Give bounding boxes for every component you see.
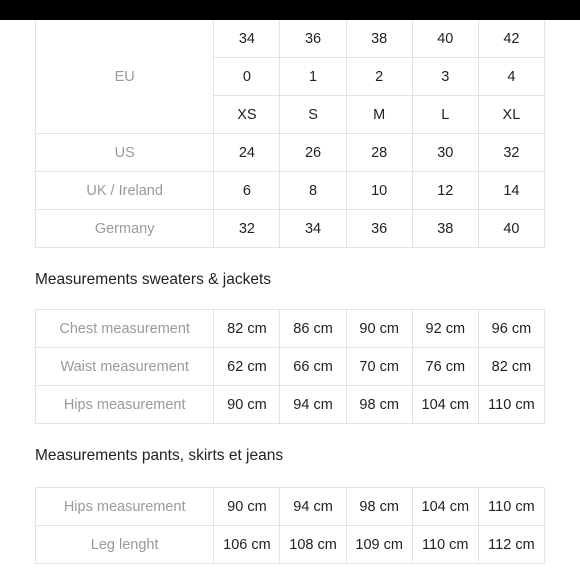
- table-cell: 4: [478, 58, 544, 96]
- table-cell: 36: [346, 210, 412, 248]
- table-cell: 36: [280, 20, 346, 58]
- table-cell: 66 cm: [280, 348, 346, 386]
- table-cell: 98 cm: [346, 386, 412, 424]
- table-cell: 90 cm: [346, 310, 412, 348]
- table-row: [36, 20, 545, 58]
- table-cell: XL: [478, 96, 544, 134]
- table-cell: 110 cm: [412, 526, 478, 564]
- table-cell: S: [280, 96, 346, 134]
- size-guide: [35, 20, 545, 564]
- table-cell: 30: [412, 134, 478, 172]
- table-cell: 106 cm: [214, 526, 280, 564]
- table-row: [36, 310, 545, 348]
- table-cell: 28: [346, 134, 412, 172]
- table-cell: 24: [214, 134, 280, 172]
- table-cell: 38: [412, 210, 478, 248]
- row-label-germany: Germany: [36, 210, 214, 248]
- table-row: [36, 134, 545, 172]
- table-cell: 94 cm: [280, 386, 346, 424]
- table-cell: 104 cm: [412, 488, 478, 526]
- table-cell: 82 cm: [214, 310, 280, 348]
- row-label-leg-length: Leg lenght: [36, 526, 214, 564]
- row-label-chest: Chest measurement: [36, 310, 214, 348]
- row-label-uk-ireland: UK / Ireland: [36, 172, 214, 210]
- table-row: [36, 210, 545, 248]
- table-cell: 3: [412, 58, 478, 96]
- table-cell: 38: [346, 20, 412, 58]
- table-cell: 98 cm: [346, 488, 412, 526]
- section-heading-pants: Measurements pants, skirts et jeans: [35, 447, 284, 464]
- table-cell: L: [412, 96, 478, 134]
- table-cell: 40: [412, 20, 478, 58]
- table-row: [36, 488, 545, 526]
- table-cell: 8: [280, 172, 346, 210]
- row-label-eu: EU: [36, 20, 214, 134]
- table-cell: 26: [280, 134, 346, 172]
- table-cell: 34: [214, 20, 280, 58]
- table-cell: 1: [280, 58, 346, 96]
- table-cell: 32: [478, 134, 544, 172]
- table-cell: 70 cm: [346, 348, 412, 386]
- table-cell: 14: [478, 172, 544, 210]
- table-row: [36, 172, 545, 210]
- size-conversion-table: [35, 20, 545, 248]
- table-cell: 6: [214, 172, 280, 210]
- table-cell: 62 cm: [214, 348, 280, 386]
- table-cell: 112 cm: [478, 526, 544, 564]
- table-cell: 110 cm: [478, 386, 544, 424]
- table-cell: 104 cm: [412, 386, 478, 424]
- row-label-hips: Hips measurement: [36, 488, 214, 526]
- table-row: [36, 526, 545, 564]
- sweaters-measurements-table: [35, 309, 545, 424]
- pants-measurements-table: [35, 487, 545, 564]
- section-heading-sweaters: Measurements sweaters & jackets: [35, 271, 272, 288]
- table-cell: 110 cm: [478, 488, 544, 526]
- table-cell: 42: [478, 20, 544, 58]
- table-cell: 34: [280, 210, 346, 248]
- row-label-us: US: [36, 134, 214, 172]
- table-cell: M: [346, 96, 412, 134]
- table-cell: 92 cm: [412, 310, 478, 348]
- table-cell: 86 cm: [280, 310, 346, 348]
- table-row: [36, 386, 545, 424]
- table-cell: 82 cm: [478, 348, 544, 386]
- table-cell: XS: [214, 96, 280, 134]
- row-label-waist: Waist measurement: [36, 348, 214, 386]
- table-cell: 90 cm: [214, 386, 280, 424]
- table-cell: 108 cm: [280, 526, 346, 564]
- table-cell: 96 cm: [478, 310, 544, 348]
- table-cell: 76 cm: [412, 348, 478, 386]
- table-cell: 94 cm: [280, 488, 346, 526]
- table-cell: 109 cm: [346, 526, 412, 564]
- table-cell: 2: [346, 58, 412, 96]
- table-row: [36, 348, 545, 386]
- table-cell: 90 cm: [214, 488, 280, 526]
- row-label-hips: Hips measurement: [36, 386, 214, 424]
- table-cell: 40: [478, 210, 544, 248]
- table-cell: 12: [412, 172, 478, 210]
- top-status-bar: [0, 0, 580, 20]
- table-cell: 10: [346, 172, 412, 210]
- table-cell: 32: [214, 210, 280, 248]
- table-cell: 0: [214, 58, 280, 96]
